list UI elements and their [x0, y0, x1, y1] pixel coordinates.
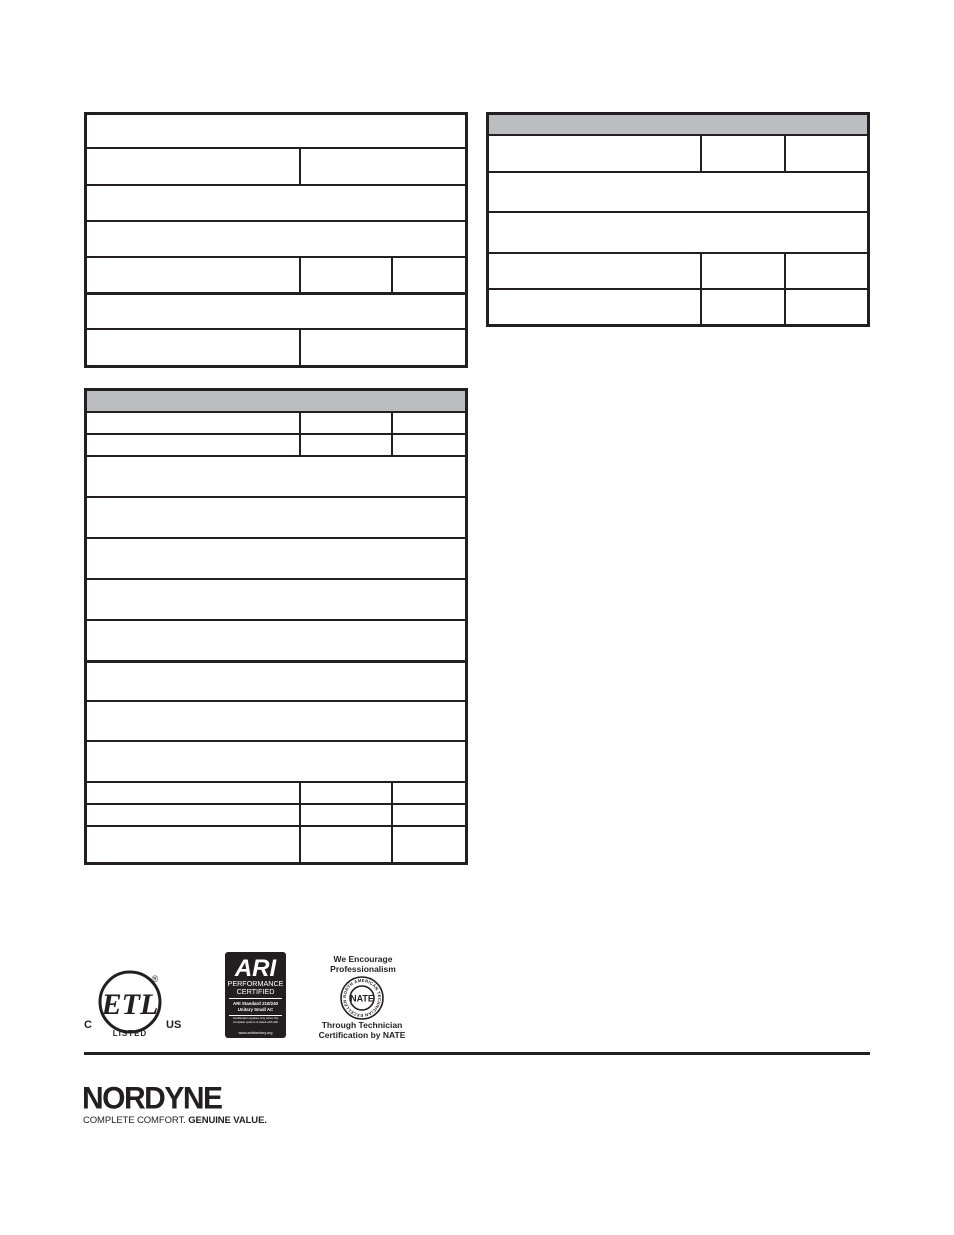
table-row-divider: [84, 781, 468, 783]
etl-c-label: C: [84, 1019, 92, 1031]
nate-bottom-line2: Certification by NATE: [318, 1030, 406, 1040]
nate-bottom-line1: Through Technician: [321, 1020, 403, 1030]
table-row-divider: [84, 433, 468, 435]
table-row-divider: [84, 411, 468, 413]
ari-logo-text: ARI: [234, 955, 277, 982]
nate-seal-text: NATE: [350, 993, 374, 1004]
table-row-divider: [84, 740, 468, 742]
table-row-divider: [84, 660, 468, 663]
table-col-divider: [299, 147, 301, 185]
nate-top-line2: Professionalism: [330, 964, 396, 974]
spec-table-top-right: [486, 112, 870, 327]
table-col-divider: [299, 328, 301, 366]
table-header-band: [489, 115, 867, 134]
table-row-divider: [84, 825, 468, 827]
table-row-divider: [84, 147, 468, 149]
table-header-band: [87, 391, 465, 411]
ari-line2: CERTIFIED: [236, 987, 275, 996]
table-row-divider: [84, 537, 468, 539]
table-col-divider: [700, 252, 702, 325]
etl-listed-mark-icon: [94, 968, 166, 1040]
ari-performance-certified-icon: [225, 952, 286, 1038]
table-col-divider: [391, 411, 393, 456]
table-row-divider: [84, 328, 468, 330]
table-col-divider: [700, 134, 702, 172]
table-col-divider: [299, 256, 301, 293]
ari-standard-line1: ARI Standard 210/240: [233, 1001, 278, 1006]
table-row-divider: [84, 700, 468, 702]
nordyne-logo: NORDYNE: [82, 1081, 222, 1116]
ari-standard-line2: Unitary Small AC: [237, 1007, 274, 1012]
table-row-divider: [84, 256, 468, 258]
brand-tagline: [83, 1115, 267, 1126]
table-row-divider: [84, 292, 468, 295]
tagline-regular: COMPLETE COMFORT.: [83, 1115, 186, 1126]
nate-top-text: [318, 954, 408, 974]
table-row-divider: [84, 496, 468, 498]
nate-top-line1: We Encourage: [333, 954, 393, 964]
footer-rule: [84, 1052, 870, 1055]
table-row-divider: [486, 171, 870, 173]
table-col-divider: [784, 252, 786, 325]
table-row-divider: [84, 220, 468, 222]
svg-text:®: ®: [151, 974, 159, 984]
table-col-divider: [391, 256, 393, 293]
table-col-divider: [784, 134, 786, 172]
table-row-divider: [84, 184, 468, 186]
table-row-divider: [84, 619, 468, 621]
table-row-divider: [84, 455, 468, 457]
etl-us-label: US: [166, 1019, 182, 1031]
etl-logo-text: ETL: [101, 988, 159, 1021]
table-row-divider: [486, 211, 870, 213]
table-col-divider: [299, 781, 301, 863]
nate-bottom-text: [312, 1020, 412, 1040]
table-row-divider: [486, 252, 870, 254]
table-row-divider: [84, 578, 468, 580]
table-row-divider: [84, 803, 468, 805]
etl-listed-text: LISTED: [112, 1029, 148, 1038]
table-row-divider: [486, 288, 870, 290]
table-col-divider: [391, 781, 393, 863]
table-row-divider: [486, 134, 870, 136]
ari-line1: PERFORMANCE: [227, 979, 284, 988]
ari-url: www.aridirectory.org: [238, 1031, 273, 1035]
nate-seal-icon: [340, 976, 384, 1020]
table-col-divider: [299, 411, 301, 456]
nate-ring-text: NORTH AMERICAN TECHNICIAN EXCELLEN: [341, 977, 383, 1019]
tagline-bold: GENUINE VALUE.: [188, 1115, 267, 1126]
ari-fine-print: Certification applies only when the complete system is listed with ARI: [232, 1017, 279, 1024]
spec-table-bottom-left: [84, 388, 468, 865]
